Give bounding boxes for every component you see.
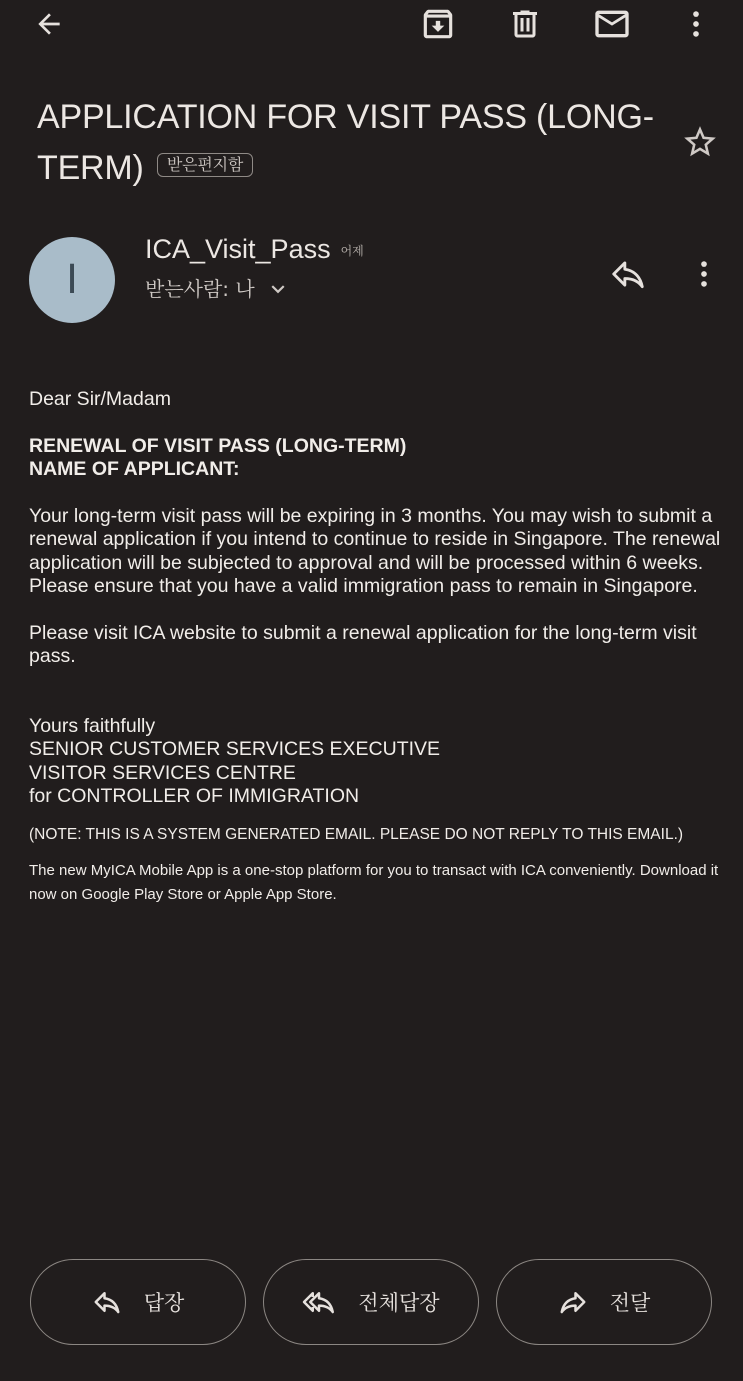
forward-label: 전달 [609,1291,651,1315]
recipient-details-toggle[interactable] [145,274,291,304]
recipient-text: 받는사람: 나 [145,277,255,301]
reply-button[interactable] [30,1259,246,1345]
star-outline-icon [681,123,719,161]
forward-icon [558,1287,588,1317]
more-vertical-icon [687,257,721,291]
applicant-heading: NAME OF APPLICANT: [29,458,240,480]
mail-icon [592,4,632,44]
delete-button[interactable] [503,2,547,46]
message-more-button[interactable] [686,252,722,296]
arrow-back-icon [33,8,65,40]
reply-icon-button[interactable] [606,252,650,296]
signature-department: VISITOR SERVICES CENTRE [29,761,296,784]
more-options-button[interactable] [678,2,714,46]
paragraph-instructions: Please visit ICA website to submit a renewal application for the long-term visit pass. [29,621,697,667]
app-promo: The new MyICA Mobile App is a one-stop platform for you to transact with ICA conveniently. Download it now on Google Play Store or Apple App Store. [29,861,719,903]
mark-unread-button[interactable] [588,2,636,46]
system-note: (NOTE: THIS IS A SYSTEM GENERATED EMAIL. PLEASE DO NOT REPLY TO THIS EMAIL.) [29,825,684,843]
sender-name[interactable]: ICA_Visit_Pass [145,234,331,264]
inbox-label-chip[interactable]: 받은편지함 [157,153,253,177]
reply-all-label: 전체답장 [358,1291,440,1315]
email-date: 어제 [340,243,364,258]
sender-line [145,229,364,271]
greeting: Dear Sir/Madam [29,388,171,410]
renewal-heading: RENEWAL OF VISIT PASS (LONG-TERM) [29,434,407,457]
archive-button[interactable] [415,2,461,46]
reply-icon [92,1287,122,1317]
forward-button[interactable] [496,1259,712,1345]
signature-authority: for CONTROLLER OF IMMIGRATION [29,785,360,807]
reply-all-icon [302,1287,336,1317]
chevron-down-icon [265,276,291,302]
reply-icon [609,255,647,293]
top-toolbar [0,0,743,50]
email-body [29,388,721,907]
star-button[interactable] [678,120,722,164]
sender-avatar[interactable]: I [29,237,115,323]
back-button[interactable] [26,4,72,44]
trash-icon [507,6,543,42]
more-vertical-icon [679,7,713,41]
signature-title: SENIOR CUSTOMER SERVICES EXECUTIVE [29,738,441,760]
subject-text: APPLICATION FOR VISIT PASS (LONG-TERM) [37,98,654,187]
archive-icon [419,5,457,43]
reply-label: 답장 [143,1291,185,1315]
reply-all-button[interactable] [263,1259,479,1345]
email-subject [37,92,667,194]
paragraph-expiry: Your long-term visit pass will be expiring in 3 months. You may wish to submit a renewal application if you intend to continue to reside in Singapore. The renewal application will be subjected to approval and will be processed within 6 weeks. Please ensure that you have a valid immigration pass to remain in Singapore. [29,504,721,597]
closing: Yours faithfully [29,714,156,737]
